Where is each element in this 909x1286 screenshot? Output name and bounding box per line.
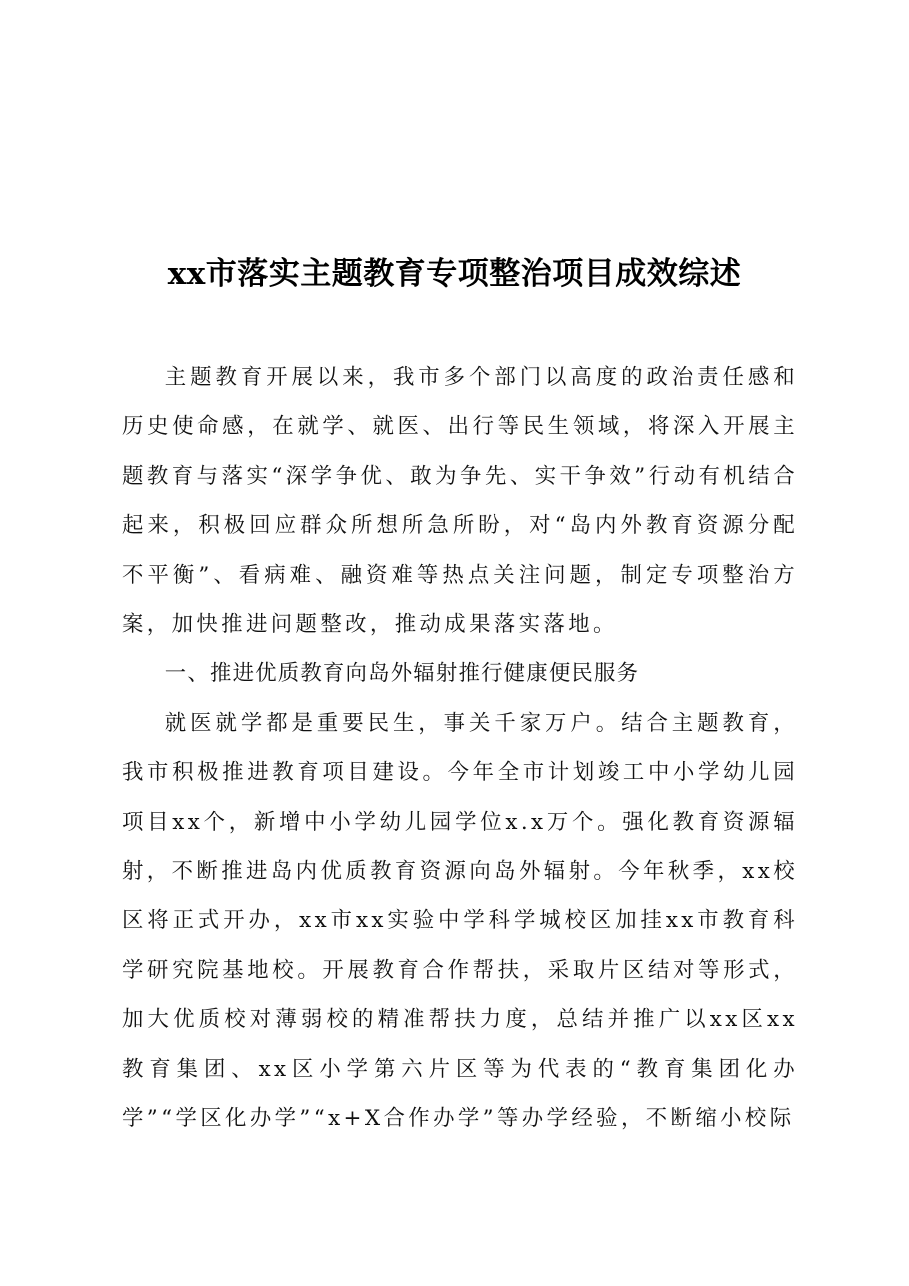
document-body <box>122 353 798 1144</box>
section-heading-1: 一、推进优质教育向岛外辐射推行健康便民服务 <box>164 661 640 687</box>
section-1-paragraph: 就医就学都是重要民生，事关千家万户。结合主题教育，我市积极推进教育项目建设。今年全市计划竣工中小学幼儿园项目xx个，新增中小学幼儿园学位x.x万个。强化教育资源辐射，不断推进岛内优质教育资源向岛外辐射。今年秋季，xx校区将正式开办，xx市xx实验中学科学城校区加挂xx市教育科学研究院基地校。开展教育合作帮扶，采取片区结对等形式，加大优质校对薄弱校的精准帮扶力度，总结并推广以xx区xx教育集团、xx区小学第六片区等为代表的“教育集团化办学”“学区化办学”“x+X合作办学”等办学经验，不断缩小校际 <box>122 710 798 1132</box>
intro-paragraph: 主题教育开展以来，我市多个部门以高度的政治责任感和历史使命感，在就学、就医、出行等民生领域，将深入开展主题教育与落实“深学争优、敢为争先、实干争效”行动有机结合起来，积极回应群众所想所急所盼，对“岛内外教育资源分配不平衡”、看病难、融资难等热点关注问题，制定专项整治方案，加快推进问题整改，推动成果落实落地。 <box>122 365 798 638</box>
document-title: xx市落实主题教育专项整治项目成效综述 <box>167 255 742 292</box>
